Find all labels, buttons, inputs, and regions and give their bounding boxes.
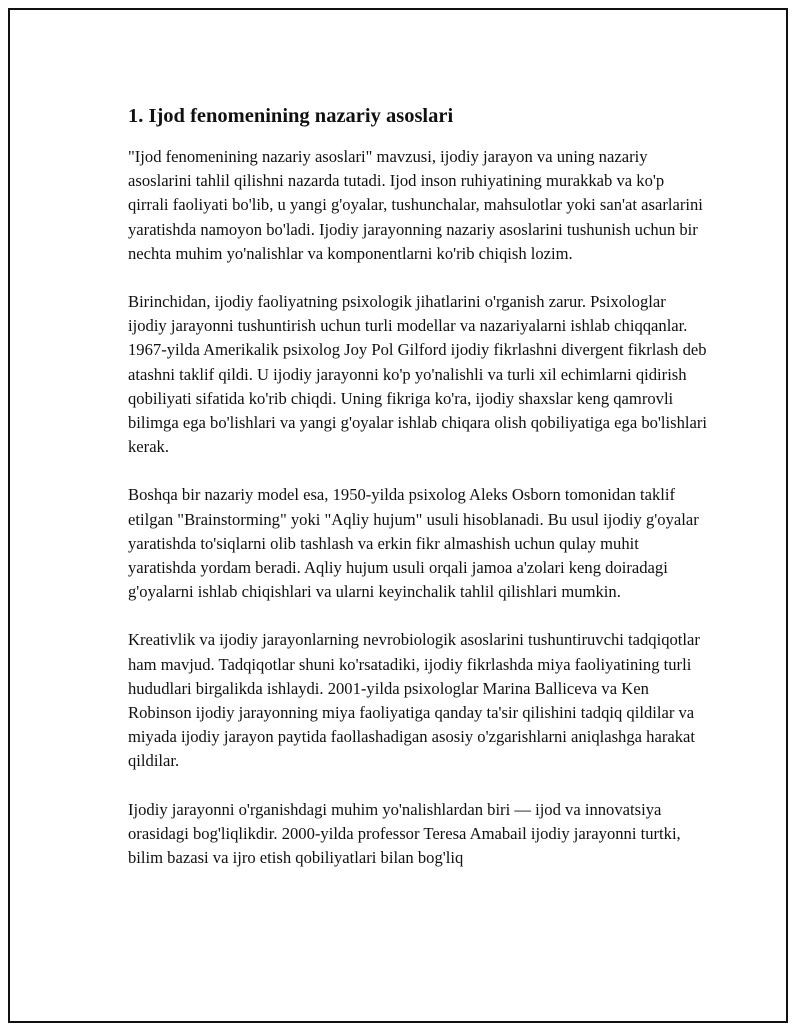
section-heading: 1. Ijod fenomenining nazariy asoslari xyxy=(128,105,454,127)
paragraph-psychological-aspects: Birinchidan, ijodiy faoliyatning psixologik jihatlarini o'rganish zarur. Psixologlar ijodiy jarayonni tushuntirish uchun turli modellar va nazariyalarni ishlab chiqqanlar. 1967-yilda Amerikalik psixolog Joy Pol Gilford ijodiy fikrlashni divergent fikrlash deb atashni taklif qildi. U ijodiy jarayonni ko'p yo'nalishli va turli xil echimlarni qidirish qobiliyati sifatida ko'rib chiqdi. Uning fikriga ko'ra, ijodiy shaxslar keng qamrovli bilimga ega bo'lishlari va yangi g'oyalar ishlab chiqara olish qobiliyatiga ega bo'lishlari kerak. xyxy=(128,292,707,457)
paragraph-intro: "Ijod fenomenining nazariy asoslari" mavzusi, ijodiy jarayon va uning nazariy asoslarini tahlil qilishni nazarda tutadi. Ijod inson ruhiyatining murakkab va ko'p qirrali faoliyati bo'lib, u yangi g'oyalar, tushunchalar, mahsulotlar yoki san'at asarlarini yaratishda namoyon bo'ladi. Ijodiy jarayonning nazariy asoslarini tushunish uchun bir nechta muhim yo'nalishlar va komponentlarni ko'rib chiqish lozim. xyxy=(128,147,703,263)
paragraph-neurobiology: Kreativlik va ijodiy jarayonlarning nevrobiologik asoslarini tushuntiruvchi tadqiqotlar ham mavjud. Tadqiqotlar shuni ko'rsatadiki, ijodiy fikrlashda miya faoliyatining turli hududlari birgalikda ishlaydi. 2001-yilda psixologlar Marina Balliceva va Ken Robinson ijodiy jarayonning miya faoliyatiga qanday ta'sir qilishini tadqiq qildilar va miyada ijodiy jarayon paytida faollashadigan asosiy o'zgarishlarni aniqlashga harakat qildilar. xyxy=(128,630,700,771)
document-body xyxy=(128,102,708,894)
paragraph-brainstorming: Boshqa bir nazariy model esa, 1950-yilda psixolog Aleks Osborn tomonidan taklif etilgan "Brainstorming" yoki "Aqliy hujum" usuli hisoblanadi. Bu usul ijodiy g'oyalar yaratishda to'siqlarni olib tashlash va erkin fikr almashish uchun qulay muhit yaratishda yordam beradi. Aqliy hujum usuli orqali jamoa a'zolari keng doiradagi g'oyalarni ishlab chiqishlari va ularni keyinchalik tahlil qilishlari mumkin. xyxy=(128,485,699,602)
page-frame xyxy=(8,8,788,1023)
paragraph-innovation: Ijodiy jarayonni o'rganishdagi muhim yo'nalishlardan biri — ijod va innovatsiya orasidagi bog'liqlikdir. 2000-yilda professor Teresa Amabail ijodiy jarayonni turtki, bilim bazasi va ijro etish qobiliyatlari bilan bog'liq xyxy=(128,799,681,868)
